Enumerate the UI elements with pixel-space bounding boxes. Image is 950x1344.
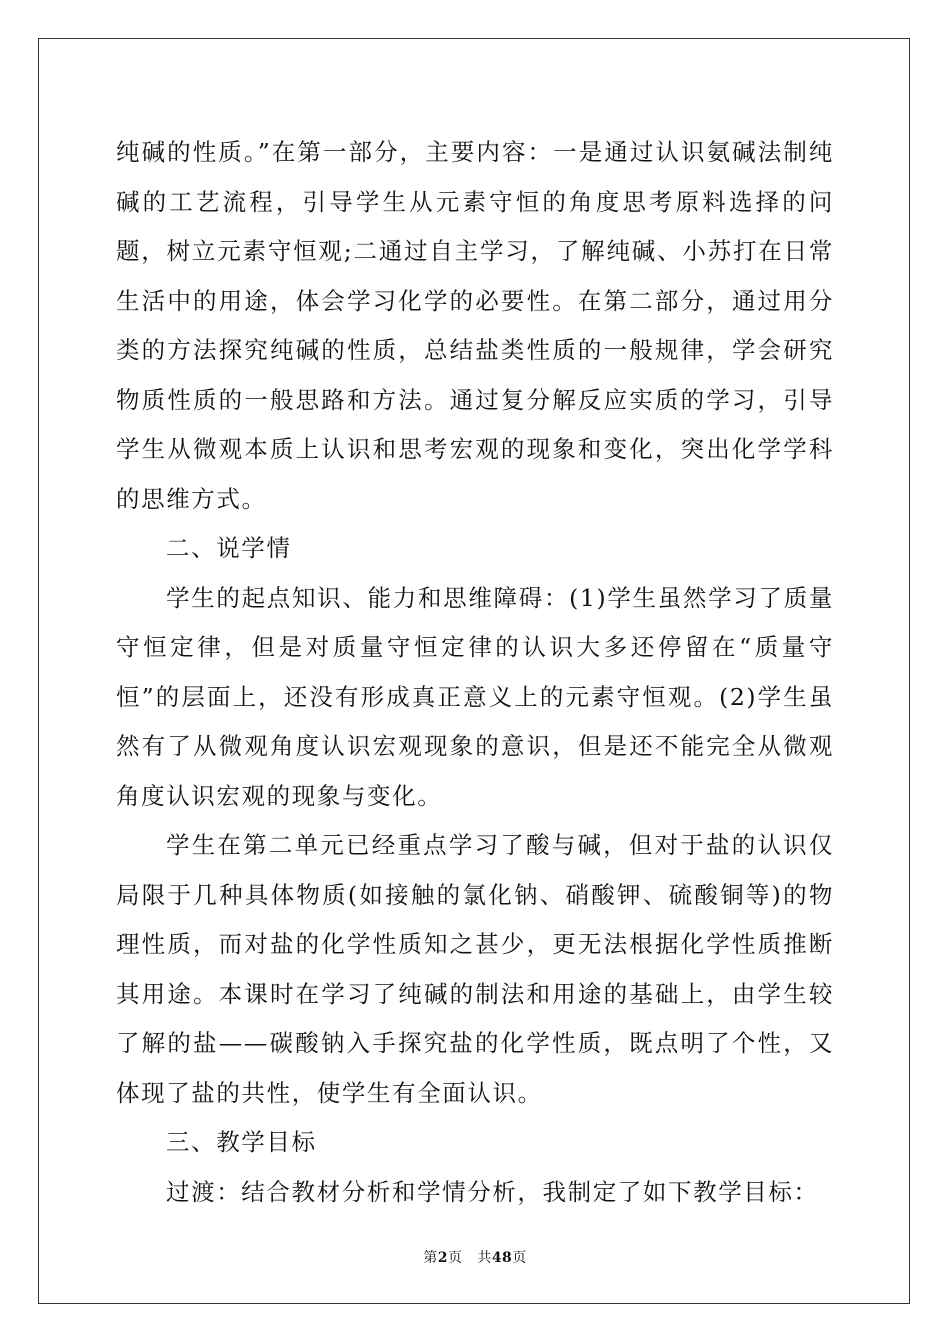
section-heading-teaching-goals: 三、教学目标 <box>166 1128 317 1156</box>
footer-page-suffix: 页 <box>447 1250 463 1266</box>
paragraph-transition: 过渡：结合教材分析和学情分析，我制定了如下教学目标： <box>166 1177 819 1206</box>
footer-page-prefix: 第 <box>423 1250 438 1266</box>
paragraph-salt-knowledge: 学生在第二单元已经重点学习了酸与碱，但对于盐的认识仅局限于几种具体物质(如接触的氯化钠、硝酸钾、硫酸铜等)的物理性质，而对盐的化学性质知之甚少，更无法根据化学性质推断其用途。本课时在学习了纯碱的制法和用途的基础上，由学生较了解的盐——碳酸钠入手探究盐的化学性质，既点明了个性，又体现了盐的共性，使学生有全面认识。 <box>116 831 834 1107</box>
footer-total-pages: 48 <box>491 1250 513 1266</box>
document-body <box>116 128 834 1217</box>
section-heading-student-analysis: 二、说学情 <box>166 534 292 562</box>
footer-total-prefix: 共 <box>477 1250 492 1266</box>
paragraph-continuation: 纯碱的性质。”在第一部分，主要内容：一是通过认识氨碱法制纯碱的工艺流程，引导学生从元素守恒的角度思考原料选择的问题，树立元素守恒观;二通过自主学习，了解纯碱、小苏打在日常生活中的用途，体会学习化学的必要性。在第二部分，通过用分类的方法探究纯碱的性质，总结盐类性质的一般规律，学会研究物质性质的一般思路和方法。通过复分解反应实质的学习，引导学生从微观本质上认识和思考宏观的现象和变化，突出化学学科的思维方式。 <box>116 138 834 513</box>
footer-total-suffix: 页 <box>512 1250 527 1266</box>
paragraph-starting-knowledge: 学生的起点知识、能力和思维障碍：(1)学生虽然学习了质量守恒定律，但是对质量守恒定律的认识大多还停留在“质量守恒”的层面上，还没有形成真正意义上的元素守恒观。(2)学生虽然有了从微观角度认识宏观现象的意识，但是还不能完全从微观角度认识宏观的现象与变化。 <box>116 583 834 810</box>
page-footer <box>0 1247 950 1267</box>
footer-page-number: 2 <box>437 1250 448 1266</box>
